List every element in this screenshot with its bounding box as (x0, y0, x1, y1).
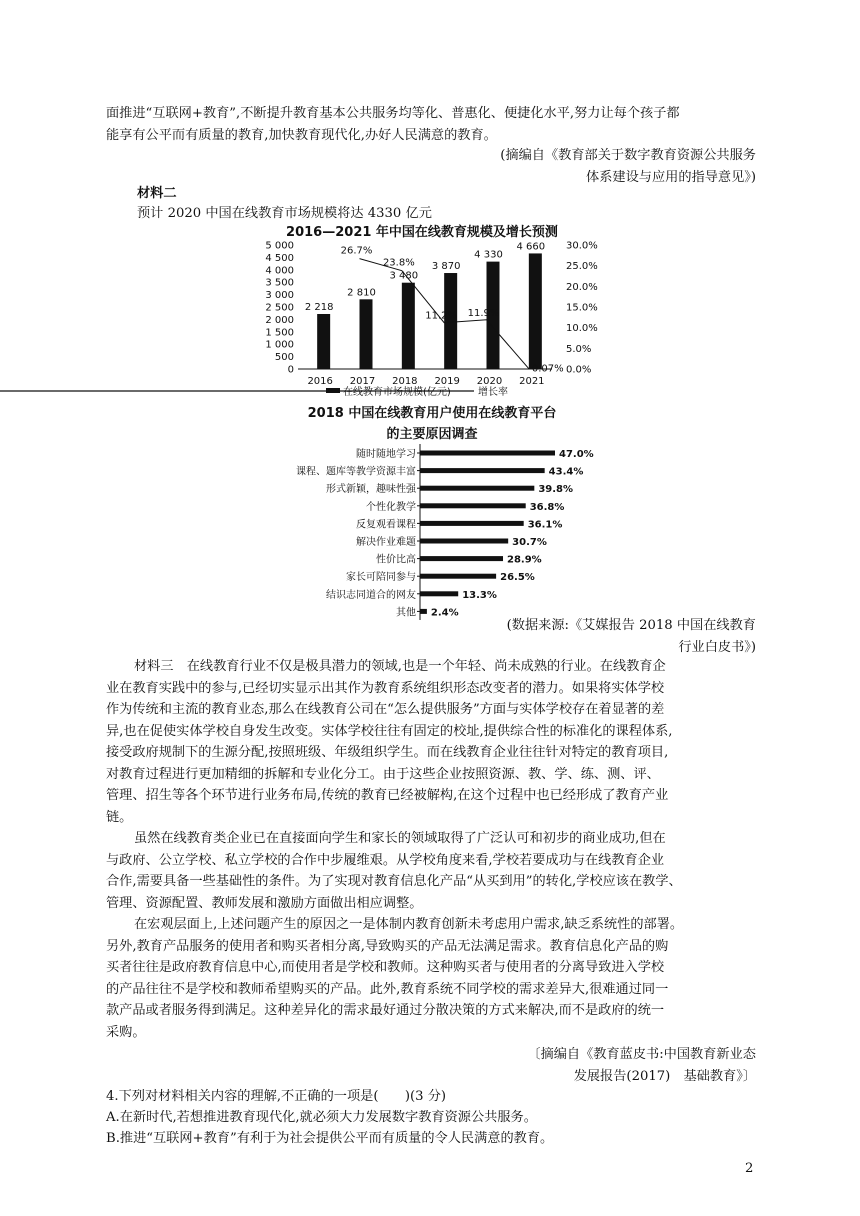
m3p2-line: 合作,需要具备一些基础性的条件。为了实现对教育信息化产品“从买到用”的转化,学校应该在教学、 (106, 874, 682, 889)
category-label: 性价比高 (376, 554, 416, 566)
market-size-chart (0, 0, 860, 400)
category-label: 其他 (396, 607, 416, 619)
bar (420, 521, 524, 526)
bar-value-label: 2 218 (304, 301, 334, 313)
y2-tick-label: 10.0% (566, 323, 598, 335)
bar-value-label: 3 480 (389, 270, 419, 282)
page-number: 2 (745, 1161, 754, 1176)
category-label: 家长可陪同参与 (346, 572, 416, 584)
bar-value-label: 43.4% (548, 466, 584, 478)
y2-tick-label: 15.0% (566, 302, 598, 314)
growth-value-label: 26.7% (340, 245, 373, 257)
x-tick-label: 2016 (307, 376, 333, 387)
category-label: 反复观看课程 (356, 519, 416, 531)
y-tick-label: 3 000 (265, 290, 294, 302)
bar (420, 609, 427, 614)
material3-source (336, 1044, 756, 1087)
category-label: 解决作业难题 (356, 537, 416, 548)
bar (402, 283, 415, 369)
intro-line: 能享有公平而有质量的教育,加快教育现代化,办好人民满意的教育。 (106, 127, 497, 143)
material3-paragraph-3 (106, 914, 758, 1043)
y-tick-label: 4 500 (265, 252, 294, 264)
m3p3-line: 买者往往是政府教育信息中心,而使用者是学校和教师。这种购买者与使用者的分离导致进入学校 (106, 960, 665, 975)
chart-source-line: 行业白皮书》) (678, 639, 756, 655)
m3p2-line: 虽然在线教育类企业已在直接面向学生和家长的领域取得了广泛认可和初步的商业成功,但在 (134, 831, 666, 846)
bar (360, 299, 373, 369)
bar-value-label: 36.1% (527, 519, 563, 531)
y2-tick-label: 5.0% (566, 343, 592, 355)
chart-source-line: (数据来源:《艾媒报告 2018 中国在线教育 (506, 618, 756, 633)
bar-value-label: 2 810 (347, 287, 376, 299)
bar (420, 591, 458, 596)
m3p1-line: 异,也在促使实体学校自身发生改变。实体学校往往有固定的校址,提供综合性的标准化的课程体系, (106, 723, 673, 739)
usage-reasons-chart (0, 400, 860, 620)
x-tick-label: 2019 (434, 376, 460, 387)
category-label: 课程、题库等教学资源丰富 (296, 466, 416, 478)
m3p2-line: 管理、资源配置、教师发展和激励方面做出相应调整。 (106, 895, 423, 911)
bar-value-label: 26.5% (500, 572, 535, 584)
bar (420, 574, 496, 579)
bar-value-label: 47.0% (559, 449, 594, 460)
bar-value-label: 2.4% (430, 607, 459, 619)
y-tick-label: 5 000 (265, 240, 294, 252)
y-tick-label: 0 (287, 364, 294, 376)
bar-value-label: 4 660 (516, 241, 546, 253)
bar (529, 253, 542, 369)
category-label: 随时随地学习 (356, 449, 416, 460)
chart-source (336, 615, 756, 658)
intro-line: 面推进“互联网+教育”,不断提升教育基本公共服务均等化、普惠化、便捷化水平,努力让每个孩子都 (106, 106, 680, 121)
m3p1-line: 链。 (106, 809, 133, 825)
category-label: 个性化教学 (366, 501, 416, 513)
chart2-title-line: 2018 中国在线教育用户使用在线教育平台 (307, 406, 557, 421)
material3-paragraph-1 (106, 656, 758, 828)
x-tick-label: 2018 (392, 376, 418, 387)
y2-tick-label: 0.0% (566, 364, 592, 376)
m3p3-line: 在宏观层面上,上述问题产生的原因之一是体制内教育创新未考虑用户需求,缺乏系统性的部署。 (134, 917, 684, 932)
bar (420, 556, 503, 561)
option-a[interactable]: A.在新时代,若想推进教育现代化,就必须大力发展数字教育资源公共服务。 (106, 1110, 537, 1125)
legend-line-label: 增长率 (478, 387, 508, 398)
m3p1-line: 对教育过程进行更加精细的拆解和专业化分工。由于这些企业按照资源、教、学、练、测、评、 (106, 766, 660, 782)
bar-value-label: 36.8% (529, 501, 565, 513)
y2-tick-label: 25.0% (566, 261, 598, 273)
x-tick-label: 2017 (349, 376, 376, 387)
growth-value-label: 0.07% (531, 363, 564, 375)
y-tick-label: 4 000 (265, 265, 294, 277)
m3p2-line: 与政府、公立学校、私立学校的合作中步履维艰。从学校角度来看,学校若要成功与在线教育企业 (106, 852, 665, 868)
bar-value-label: 4 330 (474, 249, 503, 261)
m3p3-line: 的产品往往不是学校和教师希望购买的产品。此外,教育系统不同学校的需求差异大,很难通过同一 (106, 981, 669, 997)
x-tick-label: 2021 (519, 376, 545, 387)
legend-bar-label: 在线教育市场规模(亿元) (343, 387, 451, 398)
y-tick-label: 2 000 (265, 314, 294, 326)
m3p1-line: 作为传统和主流的教育业态,那么在线教育公司在“怎么提供服务”方面与实体学校存在着显著的差 (106, 702, 665, 717)
material3-source-line: 〔摘编自《教育蓝皮书:中国教育新业态 (527, 1047, 756, 1062)
question-stem: 4.下列对材料相关内容的理解,不正确的一项是( )(3 分) (106, 1089, 447, 1104)
chart2-title-line: 的主要原因调查 (386, 427, 478, 442)
m3p3-line: 采购。 (106, 1024, 146, 1040)
m3p1-line: 管理、招生等各个环节进行业务布局,传统的教育已经被解构,在这个过程中也已经形成了教育产业 (106, 788, 669, 803)
intro-source-line: 体系建设与应用的指导意见》) (586, 169, 756, 185)
option-b[interactable]: B.推进“互联网+教育”有利于为社会提供公平而有质量的令人民满意的教育。 (106, 1131, 554, 1146)
category-label: 结识志同道合的网友 (326, 589, 416, 601)
bar-value-label: 13.3% (462, 589, 497, 601)
category-label: 形式新颖，趣味性强 (326, 484, 416, 496)
growth-value-label: 23.8% (382, 257, 415, 269)
chart1-title: 2016—2021 年中国在线教育规模及增长预测 (286, 225, 558, 240)
y-tick-label: 3 500 (265, 277, 294, 289)
bar (317, 314, 330, 369)
y-tick-label: 1 500 (265, 327, 294, 339)
bar-value-label: 28.9% (507, 554, 542, 566)
material3-paragraph-2 (106, 828, 758, 914)
bar-value-label: 3 870 (431, 261, 461, 273)
y2-tick-label: 20.0% (566, 281, 598, 293)
bar (420, 503, 526, 508)
m3p1-line: 接受政府规制下的生源分配,按照班级、年级组织学生。而在线教育企业往往针对特定的教育项目, (106, 745, 669, 760)
growth-value-label: 11.9% (467, 307, 500, 319)
bar-value-label: 39.8% (538, 484, 574, 496)
material3-source-line: 发展报告(2017) 基础教育》〕 (573, 1068, 756, 1084)
material2-subtitle: 预计 2020 中国在线教育市场规模将达 4330 亿元 (137, 206, 432, 221)
material2-heading: 材料二 (137, 186, 177, 201)
intro-source-line: (摘编自《教育部关于数字教育资源公共服务 (500, 148, 756, 163)
y-tick-label: 1 000 (265, 339, 294, 351)
bar (420, 468, 545, 473)
y-tick-label: 2 500 (265, 302, 294, 314)
m3p3-line: 另外,教育产品服务的使用者和购买者相分离,导致购买的产品无法满足需求。教育信息化产品的购 (106, 938, 669, 954)
y2-tick-label: 30.0% (566, 240, 598, 252)
m3p1-line: 业在教育实践中的参与,已经切实显示出其作为教育系统组织形态改变者的潜力。如果将实体学校 (106, 680, 665, 696)
bar (420, 486, 534, 491)
m3p3-line: 款产品或者服务得到满足。这种差异化的需求最好通过分散决策的方式来解决,而不是政府的统一 (106, 1003, 665, 1018)
bar-value-label: 30.7% (512, 537, 547, 548)
bar (420, 451, 555, 456)
m3p1-line: 材料三 在线教育行业不仅是极具潜力的领域,也是一个年轻、尚未成熟的行业。在线教育企 (134, 659, 666, 674)
growth-value-label: 11.2% (425, 310, 458, 322)
x-tick-label: 2020 (476, 376, 503, 387)
bar (420, 539, 508, 544)
y-tick-label: 500 (274, 352, 294, 364)
